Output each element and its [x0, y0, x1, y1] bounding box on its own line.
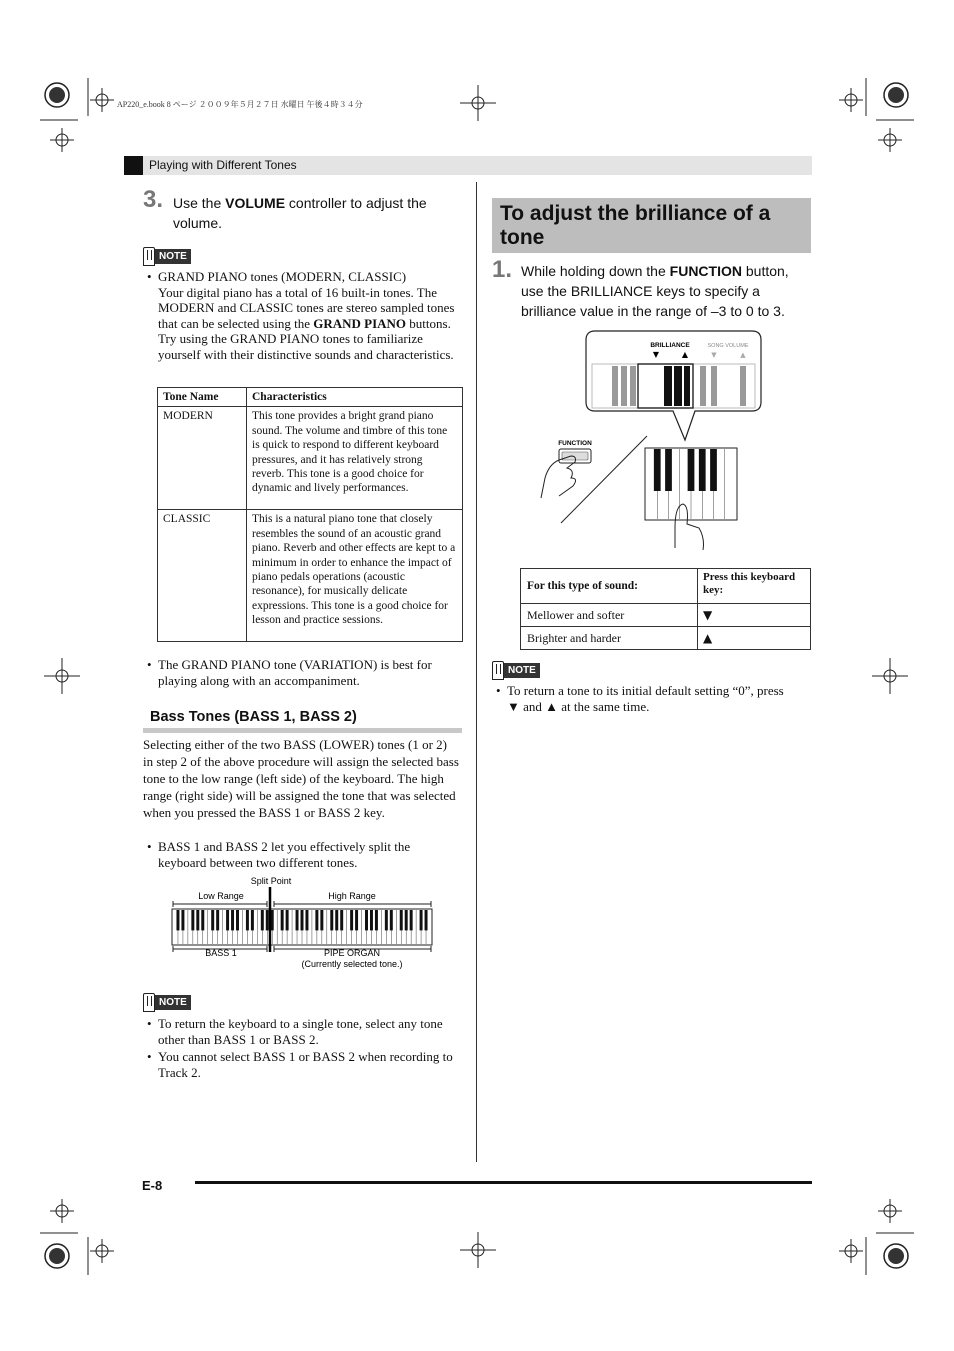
note-badge-3 — [492, 661, 540, 679]
crosshair-mark-right-middle — [872, 658, 908, 694]
registration-mark-top-left — [40, 78, 120, 158]
bass-bullet: • BASS 1 and BASS 2 let you effectively split the keyboard between two different tones. — [147, 839, 411, 870]
header-title: Playing with Different Tones — [149, 158, 297, 172]
pencil-icon — [143, 247, 155, 266]
table-row — [521, 604, 811, 627]
registration-mark-bottom-left — [40, 1195, 120, 1275]
table-cell-characteristics: This is a natural piano tone that closely resembles the sound of an acoustic grand piano. Reverb and other effects are kept to a minimum in order to enhance the impact of piano pedals operations (acoustic resonance), for musically delicate expressions. This tone is a good choice for lesson and practice sessions. — [247, 510, 463, 642]
running-header — [124, 156, 812, 175]
step-1-number: 1. — [492, 256, 513, 283]
crosshair-mark-top-center — [460, 85, 496, 121]
zoomed-keys — [592, 364, 755, 408]
step-3-number: 3. — [143, 186, 164, 213]
header-marker — [124, 156, 143, 175]
note-2-bullet-1: • To return the keyboard to a single tone, select any tone other than BASS 1 or BASS 2. — [147, 1016, 443, 1047]
table-header-cell: Press this keyboard key: — [698, 569, 811, 604]
pipe-organ-label: PIPE ORGAN — [323, 948, 381, 958]
split-keyboard — [172, 909, 432, 945]
table-cell-key: ▼ — [698, 604, 811, 627]
table-cell-sound: Brighter and harder — [521, 627, 698, 650]
note-3-bullet: • To return a tone to its initial default setting “0”, press ▼ and ▲ at the same time. — [496, 683, 784, 714]
brilliance-down-arrow: ▼ — [652, 350, 660, 359]
current-tone-label: (Currently selected tone.) — [301, 959, 403, 969]
table-header-row — [158, 388, 463, 407]
note-badge-1 — [143, 247, 191, 265]
table-header-cell: Tone Name — [158, 388, 247, 407]
song-volume-label: SONG VOLUME — [707, 343, 749, 349]
variation-bullet: • The GRAND PIANO tone (VARIATION) is best for playing along with an accompaniment. — [147, 657, 432, 688]
brilliance-label: BRILLIANCE — [650, 342, 690, 349]
bass1-label: BASS 1 — [205, 948, 237, 958]
table-header-cell: Characteristics — [247, 388, 463, 407]
table-row — [521, 627, 811, 650]
heading-underline — [143, 728, 462, 733]
note-label: NOTE — [504, 663, 540, 678]
note-label: NOTE — [155, 995, 191, 1010]
brilliance-up-arrow: ▲ — [681, 350, 689, 359]
crosshair-mark-bottom-center — [460, 1232, 496, 1268]
pencil-icon — [143, 993, 155, 1012]
song-volume-down-arrow: ▼ — [711, 351, 717, 359]
column-divider — [476, 182, 477, 1162]
note-1-bullet: • GRAND PIANO tones (MODERN, CLASSIC) Your digital piano has a total of 16 built-in tones. The MODERN and CLASSIC tones are stereo sampled tones that can be selected using the GRAND PIANO buttons. Try using the GRAND PIANO tones to familiarize yourself with their distinctive sounds and characteristics. — [158, 269, 458, 363]
song-volume-up-arrow: ▲ — [740, 351, 746, 359]
crosshair-mark-left-middle — [44, 658, 80, 694]
note-badge-2 — [143, 993, 191, 1011]
footer-rule — [195, 1181, 812, 1184]
table-cell-key: ▲ — [698, 627, 811, 650]
note-1-bullet-body: Your digital piano has a total of 16 built-in tones. The MODERN and CLASSIC tones are stereo sampled tones that can be selected using the GRAND PIANO buttons. Try using the GRAND PIANO tones to familiarize yourself with their distinctive sounds and characteristics. — [158, 284, 455, 362]
print-info-line: AP220_e.book 8 ページ ２００９年５月２７日 水曜日 午後４時３４分 — [117, 100, 363, 109]
table-cell-characteristics: This tone provides a bright grand piano sound. The volume and timbre of this tone is quick to respond to different keyboard pressures, and it has relatively strong reverb. This tone is a good choice for dynamic and lively performances. — [247, 407, 463, 510]
table-cell-tone: CLASSIC — [158, 510, 247, 642]
sound-table — [520, 568, 811, 650]
split-keyboard-diagram — [168, 872, 438, 972]
table-header-cell: For this type of sound: — [521, 569, 698, 604]
brilliance-illustration — [535, 328, 770, 553]
illustration-keyboard — [645, 448, 737, 520]
registration-mark-bottom-right — [834, 1195, 914, 1275]
section-title: To adjust the brilliance of a tone — [492, 198, 811, 253]
registration-mark-top-right — [834, 78, 914, 158]
pencil-icon — [492, 661, 504, 680]
table-row — [158, 510, 463, 642]
low-range-label: Low Range — [198, 891, 244, 901]
split-point-label: Split Point — [250, 876, 292, 886]
tone-table — [157, 387, 463, 642]
step-3-text: Use the VOLUME controller to adjust the volume. — [173, 195, 427, 231]
high-range-label: High Range — [328, 891, 376, 901]
function-label: FUNCTION — [558, 440, 592, 447]
bass-tones-heading: Bass Tones (BASS 1, BASS 2) — [150, 709, 357, 725]
step-1-text: While holding down the FUNCTION button, use the BRILLIANCE keys to specify a brilliance value in the range of –3 to 0 to 3. — [521, 263, 789, 319]
note-1-bullet-title: GRAND PIANO tones (MODERN, CLASSIC) — [158, 269, 407, 284]
page-number: E-8 — [142, 1178, 163, 1193]
table-cell-sound: Mellower and softer — [521, 604, 698, 627]
table-cell-tone: MODERN — [158, 407, 247, 510]
bass-paragraph: Selecting either of the two BASS (LOWER) tones (1 or 2) in step 2 of the above procedure will assign the selected bass tone to the low range (left side) of the keyboard. The high range (right side) will be assigned the tone that was selected when you pressed the BASS 1 or BASS 2 key. — [143, 737, 459, 820]
note-label: NOTE — [155, 249, 191, 264]
note-2-bullet-2: • You cannot select BASS 1 or BASS 2 when recording to Track 2. — [147, 1049, 453, 1080]
table-row — [158, 407, 463, 510]
table-header-row — [521, 569, 811, 604]
